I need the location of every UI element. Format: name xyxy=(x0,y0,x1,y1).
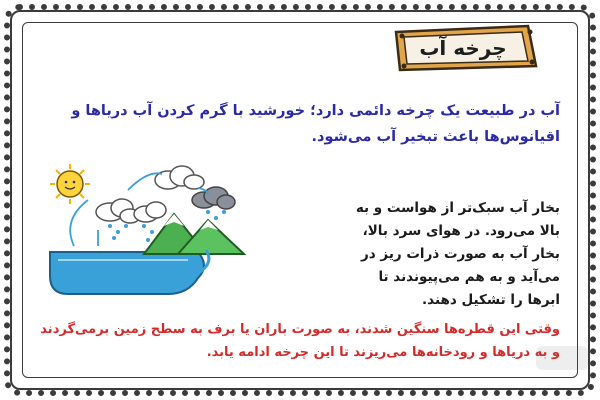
intro-paragraph: آب در طبیعت یک چرخه دائمی دارد؛ خورشید با گرم کردن آب دریاها و اقیانوس‌ها باعث تبخیر آب می‌شود. xyxy=(71,103,560,145)
watermark-logo xyxy=(532,338,592,378)
rain-paragraph: وقتی این قطره‌ها سنگین شدند، به صورت باران یا برف به سطح زمین برمی‌گردند و به دریاها و رودخانه‌ها می‌ریزند تا این چرخه ادامه یابد. xyxy=(40,322,560,360)
title-sign xyxy=(390,24,540,74)
vapor-paragraph: بخار آب سبک‌تر از هواست و به بالا می‌رود. در هوای سرد بالا، بخار آب به صورت ذرات ریز در می‌آید و به هم می‌پیوندند تا ابرها را تشکیل دهند. xyxy=(355,200,560,308)
lake-icon xyxy=(50,252,204,294)
sun-icon xyxy=(50,164,90,204)
page-title: چرخه آب xyxy=(419,36,507,60)
cloud-icon xyxy=(96,166,235,223)
water-cycle-illustration xyxy=(48,160,248,300)
